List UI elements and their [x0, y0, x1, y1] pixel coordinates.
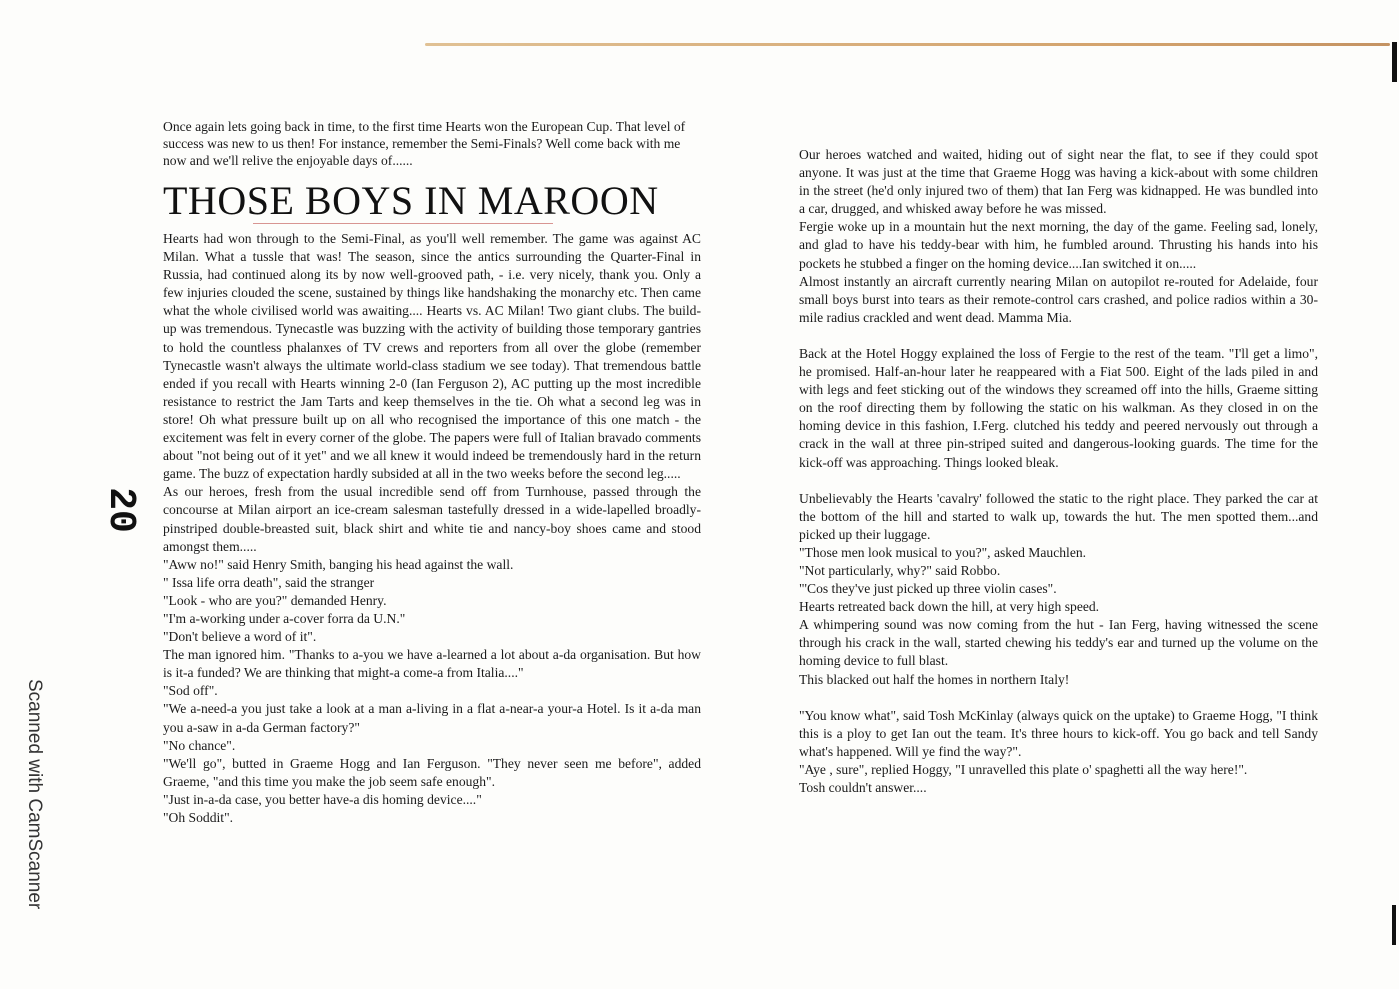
right-column	[799, 146, 1318, 797]
section-gap	[799, 472, 1318, 490]
right-section-1	[799, 146, 1318, 327]
dialog-line: "Those men look musical to you?", asked Mauchlen.	[799, 544, 1087, 560]
dialog-line: Tosh couldn't answer....	[799, 780, 927, 795]
body-paragraph: As our heroes, fresh from the usual incredible send off from Turnhouse, passed through the concourse at Milan airport an ice-cream salesman tastefully dressed in a wide-lapelled broadly-pinstriped double-breasted suit, black shirt and white tie and nancy-boy shoes came and stood amongst them.....	[163, 484, 701, 554]
scanner-watermark: Scanned with CamScanner	[24, 679, 45, 910]
dialog-line: Hearts retreated back down the hill, at very high speed.	[799, 599, 1100, 615]
page-edge-shadow-bottom	[1392, 905, 1396, 945]
dialog-line: "Aye , sure", replied Hoggy, "I unravelled this plate o' spaghetti all the way here!".	[799, 761, 1248, 777]
body-paragraph: Our heroes watched and waited, hiding out of sight near the flat, to see if they could spot anyone. It was just at the time that Graeme Hogg was having a kick-about with some children in the street (he'd only injured two of them) that Ian Ferg was kidnapped. He was bundled into a car, drugged, and whisked away before he was missed.	[799, 147, 1318, 217]
dialog-line: This blacked out half the homes in northern Italy!	[799, 671, 1070, 687]
body-paragraph: Fergie woke up in a mountain hut the next morning, the day of the game. Feeling sad, lonely, and glad to have his teddy-bear with him, he fumbled around. Thrusting his hands into his pockets he stubbed a finger on the homing device....Ian switched it on.....	[799, 219, 1318, 271]
dialog-line: " Issa life orra death", said the stranger	[163, 574, 375, 590]
dialog-line: "Oh Soddit".	[163, 810, 234, 825]
dialog-line: "I'm a-working under a-cover forra da U.N."	[163, 610, 406, 626]
dialog-line: "Not particularly, why?" said Robbo.	[799, 562, 1001, 578]
right-section-4	[799, 707, 1318, 797]
left-body	[163, 230, 701, 827]
article-headline: THOSE BOYS IN MAROON	[163, 178, 659, 223]
body-paragraph: Unbelievably the Hearts 'cavalry' followed the static to the right place. They parked the car at the bottom of the hill and started to walk up, towards the hut. The men spotted them...and picked up their luggage.	[799, 490, 1318, 542]
body-paragraph: A whimpering sound was now coming from the hut - Ian Ferg, having witnessed the scene through his crack in the wall, started chewing his teddy's ear and turned up the volume on the homing device to full blast.	[799, 617, 1318, 669]
dialog-line: "Just in-a-da case, you better have-a dis homing device...."	[163, 791, 482, 807]
body-paragraph: Almost instantly an aircraft currently nearing Milan on autopilot re-routed for Adelaide, four small boys burst into tears as their remote-control cars crashed, and police radios within a 30-mile radius crackled and went dead. Mamma Mia.	[799, 273, 1318, 325]
body-paragraph: Back at the Hotel Hoggy explained the loss of Fergie to the rest of the team. "I'll get a limo", he promised. Half-an-hour later he reappeared with a Fiat 500. Eight of the lads piled in and with legs and feet sticking out of the windows they screamed off into the hills, Graeme sitting on the roof directing them by following the static on his walkman. As they closed in on the homing device in this fashion, I.Ferg. clutched his teddy and peered nervously out through a crack in the wall at three pin-striped suited and dangerous-looking guards. The time for the kick-off was approaching. Things looked bleak.	[799, 345, 1318, 470]
dialog-line: "Aww no!" said Henry Smith, banging his head against the wall.	[163, 556, 514, 572]
dialog-line: "Sod off".	[163, 683, 218, 699]
left-column	[163, 118, 701, 827]
dialog-line: "Don't believe a word of it".	[163, 629, 317, 645]
dialog-line: "You know what", said Tosh McKinlay (always quick on the uptake) to Graeme Hogg, "I think this is a ploy to get Ian out the team. It's three hours to kick-off. You go back and tell Sandy what's happened. Will ye find the way?".	[799, 707, 1318, 759]
right-section-3	[799, 490, 1318, 689]
dialog-line: "We'll go", butted in Graeme Hogg and Ian Ferguson. "They never seen me before", added Graeme, "and this time you make the job seem safe enough".	[163, 755, 701, 789]
section-gap	[799, 689, 1318, 707]
dialog-line: "'Cos they've just picked up three violin cases".	[799, 581, 1057, 597]
dialog-line: "No chance".	[163, 737, 236, 753]
top-rule	[425, 43, 1390, 46]
right-section-2	[799, 345, 1318, 472]
section-gap	[799, 327, 1318, 345]
page-edge-shadow	[1392, 42, 1397, 82]
headline-underline	[253, 223, 553, 224]
page-number: 20	[99, 487, 142, 533]
intro-paragraph: Once again lets going back in time, to the first time Hearts won the European Cup. That level of success was new to us then! For instance, remember the Semi-Finals? Well come back with me now and we'll relive the enjoyable days of......	[163, 119, 686, 168]
dialog-line: "We a-need-a you just take a look at a man a-living in a flat a-near-a your-a Hotel. Is it a-da man you a-saw in a-da German factory?"	[163, 701, 701, 735]
body-paragraph: Hearts had won through to the Semi-Final, as you'll well remember. The game was against AC Milan. What a tussle that was! The season, since the antics surrounding the Quarter-Final in Russia, had continued along its by now well-grooved path, - i.e. very nicely, thank you. Only a few injuries clouded the scene, sustained by things like handshaking the monarchy etc. Then came what the whole civilised world was awaiting.... Hearts vs. AC Milan! Two giant clubs. The build-up was tremendous. Tynecastle was buzzing with the activity of building those temporary gantries to hold the countless phalanxes of TV crews and reporters from all over the globe (remember Tynecastle wasn't always the ultimate world-class stadium we see today). That tremendous battle ended if you recall with Hearts winning 2-0 (Ian Ferguson 2), AC putting up the most incredible resistance to restrict the Jam Tarts and keep themselves in the tie. Oh what a second leg was in store! Oh what pressure built up on all who recognised the importance of this one match - the excitement was felt in every corner of the globe. The papers were full of Italian bravado comments about "not being out of it yet" and we all knew it would indeed be tremendously hard in the return game. The buzz of expectation hardly subsided at all in the two weeks before the second leg.....	[163, 231, 701, 482]
dialog-line: "Look - who are you?" demanded Henry.	[163, 592, 387, 608]
dialog-line: The man ignored him. "Thanks to a-you we have a-learned a lot about a-da organisation. But how is it-a funded? We are thinking that might-a come-a from Italia...."	[163, 647, 701, 681]
